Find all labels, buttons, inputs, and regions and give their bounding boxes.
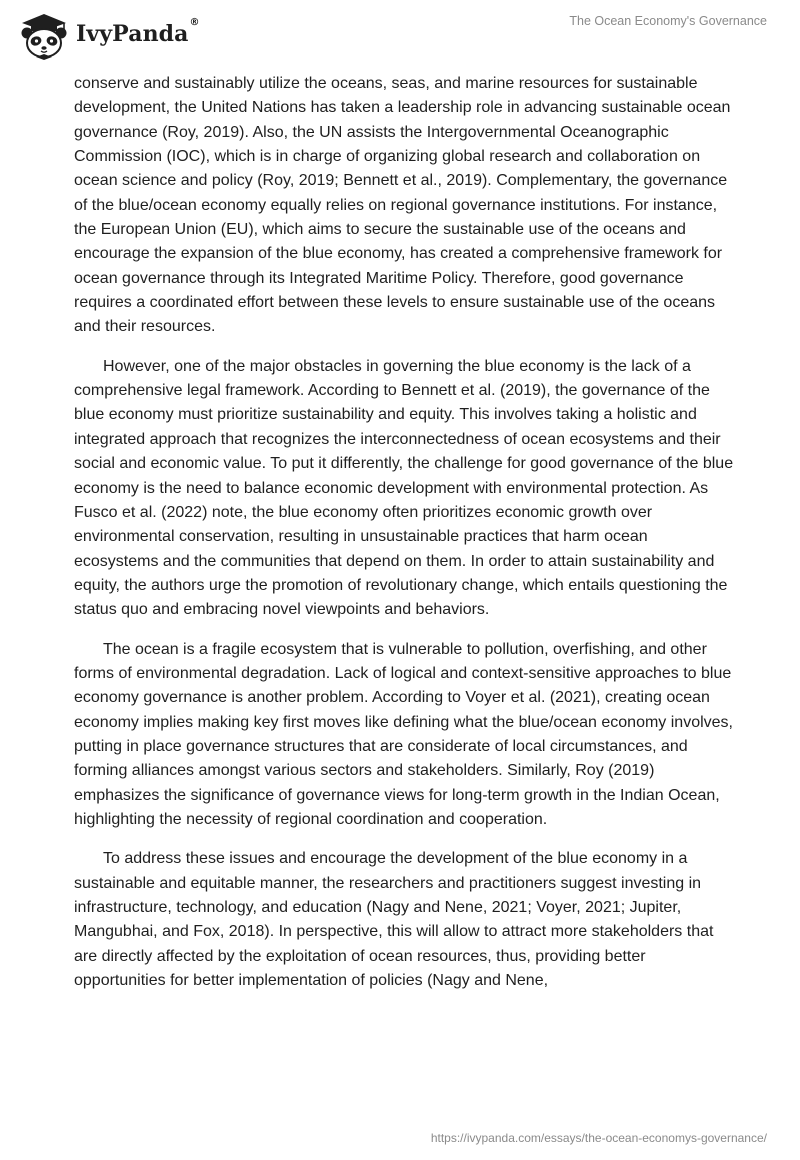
- brand-name: IvyPanda®: [76, 17, 200, 47]
- panda-graduate-icon: [14, 9, 70, 61]
- essay-body: [74, 72, 734, 1008]
- paragraph-2: However, one of the major obstacles in governing the blue economy is the lack of a comprehensive legal framework. According to Bennett et al. (2019), the governance of the blue economy must prioritize sustainability and equity. This involves taking a holistic and integrated approach that recognizes the interconnectedness of ocean ecosystems and their social and economic value. To put it differently, the challenge for good governance of the blue economy is the need to balance economic development with environmental protection. As Fusco et al. (2022) note, the blue economy often prioritizes economic growth over environmental conservation, resulting in unsustainable practices that harm ocean ecosystems and the communities that depend on them. In order to attain sustainability and equity, the authors urge the promotion of revolutionary change, which entails questioning the status quo and embracing novel viewpoints and behaviors.: [74, 357, 734, 619]
- paragraph-4: To address these issues and encourage the development of the blue economy in a sustainable and equitable manner, the researchers and practitioners suggest investing in infrastructure, technology, and education (Nagy and Nene, 2021; Voyer, 2021; Jupiter, Mangubhai, and Fox, 2018). In perspective, this will allow to attract more stakeholders that are directly affected by the exploitation of ocean resources, thus, providing better opportunities for better implementation of policies (Nagy and Nene,: [74, 850, 714, 990]
- page-header: [0, 0, 800, 70]
- paragraph-3: The ocean is a fragile ecosystem that is vulnerable to pollution, overfishing, and other forms of environmental degradation. Lack of logical and context-sensitive approaches to blue economy governance is another problem. According to Voyer et al. (2021), creating ocean economy implies making key first moves like defining what the blue/ocean economy involves, putting in place governance structures that are considerate of local circumstances, and forming alliances amongst various sectors and stakeholders. Similarly, Roy (2019) emphasizes the significance of governance views for long-term growth in the Indian Ocean, highlighting the necessity of regional coordination and cooperation.: [74, 640, 733, 828]
- paragraph-1: conserve and sustainably utilize the oceans, seas, and marine resources for sustainable development, the United Nations has taken a leadership role in advancing sustainable ocean governance (Roy, 2019). Also, the UN assists the Intergovernmental Oceanographic Commission (IOC), which is in charge of organizing global research and collaboration on ocean science and policy (Roy, 2019; Bennett et al., 2019). Complementary, the governance of the blue/ocean economy equally relies on regional governance institutions. For instance, the European Union (EU), which aims to secure the sustainable use of the oceans and encourage the expansion of the blue economy, has created a comprehensive framework for ocean governance through its Integrated Maritime Policy. Therefore, good governance requires a coordinated effort between these levels to ensure sustainable use of the oceans and their resources.: [74, 75, 731, 336]
- footer-url[interactable]: https://ivypanda.com/essays/the-ocean-economys-governance/: [430, 1131, 767, 1145]
- document-title: The Ocean Economy's Governance: [569, 14, 767, 28]
- brand-logo[interactable]: [14, 9, 200, 61]
